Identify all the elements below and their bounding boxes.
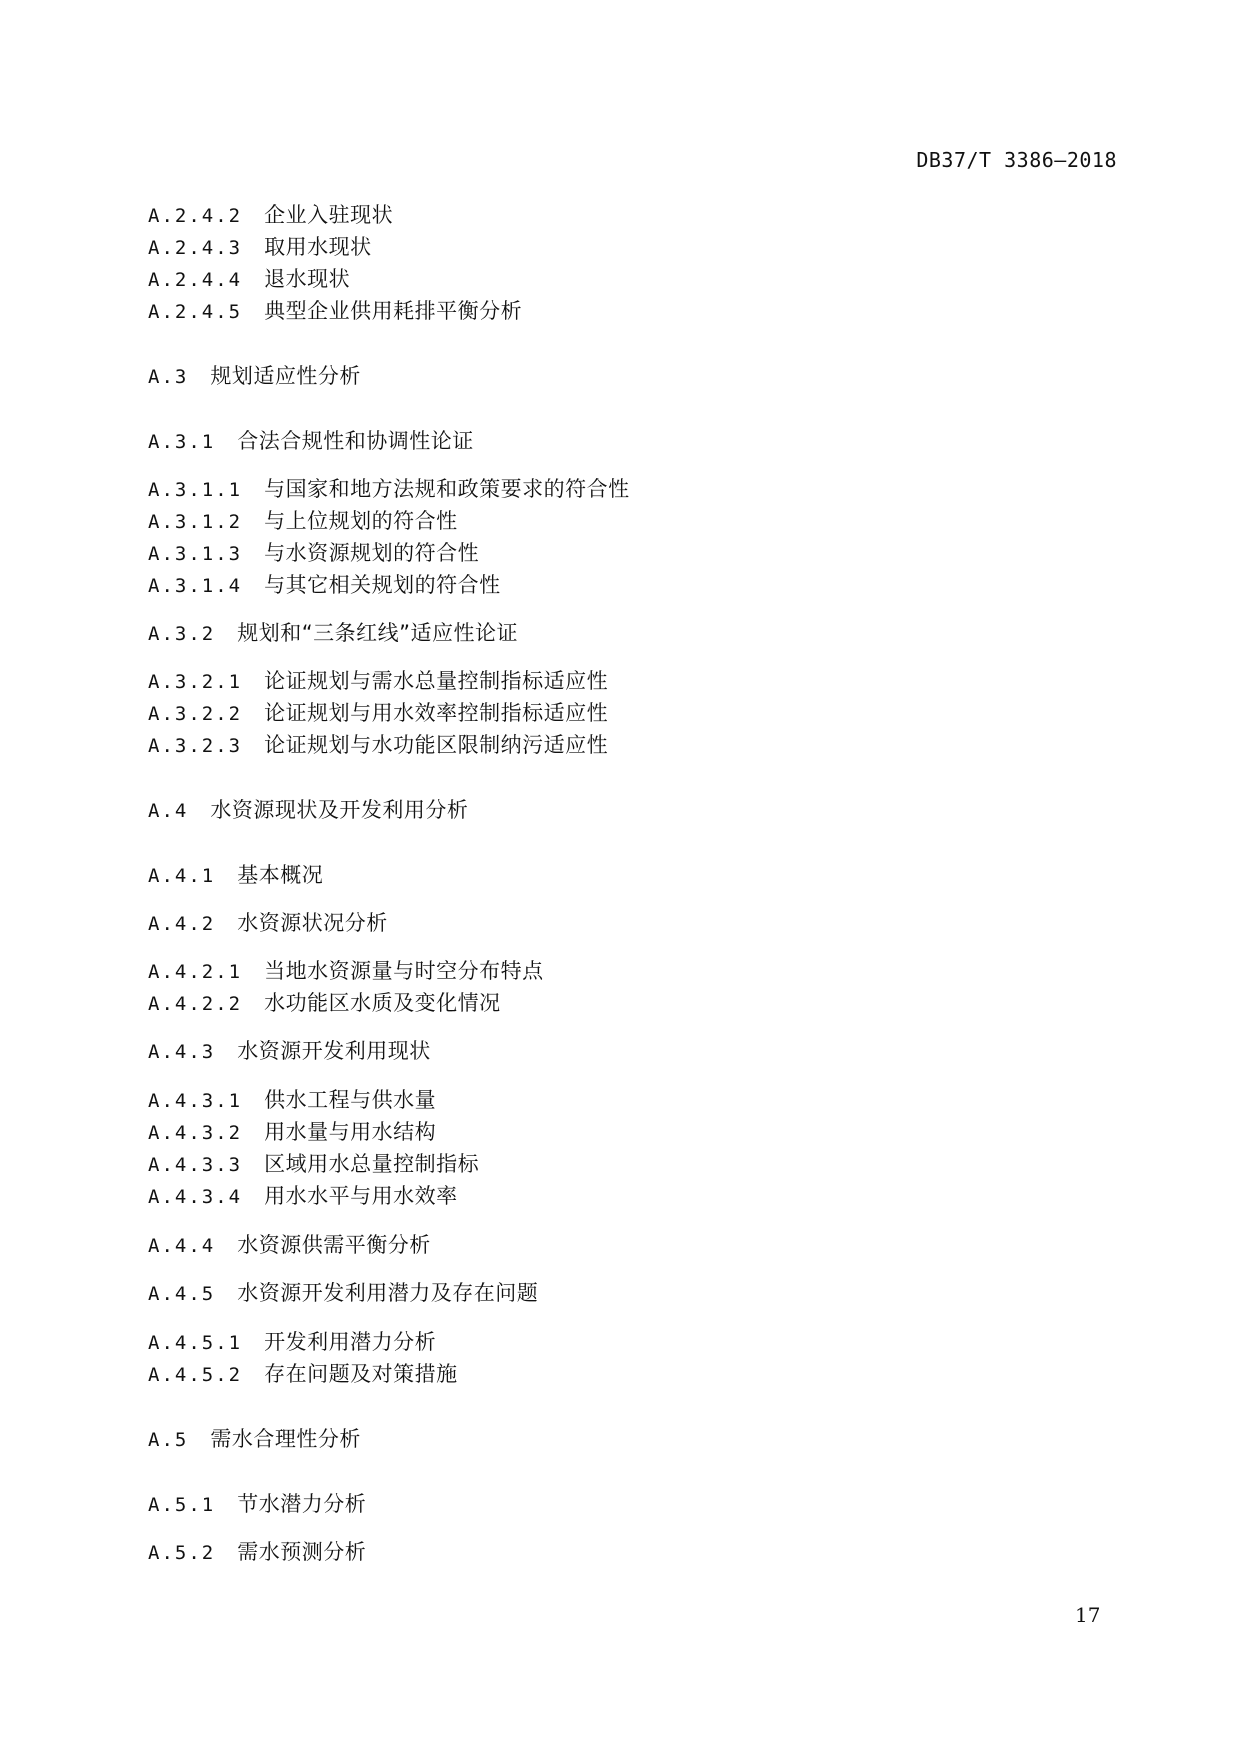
section-number: A.4.5 xyxy=(148,1283,216,1305)
section-number: A.4.5.2 xyxy=(148,1364,243,1386)
section-number: A.3.1.3 xyxy=(148,543,243,565)
section-number: A.4.3.1 xyxy=(148,1090,243,1112)
toc-entry xyxy=(148,1426,361,1453)
toc-entry xyxy=(148,1038,431,1065)
toc-entry xyxy=(148,1087,436,1114)
section-number: A.4.3.2 xyxy=(148,1122,243,1144)
section-number: A.4.4 xyxy=(148,1235,216,1257)
toc-entry xyxy=(148,1539,366,1566)
toc-entry xyxy=(148,1361,458,1388)
section-title: 用水量与用水结构 xyxy=(264,1120,437,1144)
section-number: A.3.1.4 xyxy=(148,575,243,597)
section-title: 规划适应性分析 xyxy=(210,364,361,388)
toc-entry xyxy=(148,958,544,985)
section-title: 需水合理性分析 xyxy=(210,1427,361,1451)
section-number: A.4.3.4 xyxy=(148,1186,243,1208)
toc-entry xyxy=(148,476,630,503)
section-number: A.2.4.4 xyxy=(148,269,243,291)
section-title: 与其它相关规划的符合性 xyxy=(264,573,501,597)
section-number: A.5 xyxy=(148,1429,189,1451)
toc-entry xyxy=(148,797,468,824)
toc-entry xyxy=(148,266,350,293)
section-number: A.3.1.2 xyxy=(148,511,243,533)
section-title: 当地水资源量与时空分布特点 xyxy=(264,959,544,983)
toc-entry xyxy=(148,1151,479,1178)
toc-entry xyxy=(148,572,501,599)
section-title: 基本概况 xyxy=(237,863,324,887)
section-number: A.3.1 xyxy=(148,431,216,453)
toc-entry xyxy=(148,862,323,889)
section-title: 供水工程与供水量 xyxy=(264,1088,437,1112)
section-title: 与国家和地方法规和政策要求的符合性 xyxy=(264,477,630,501)
section-title: 与上位规划的符合性 xyxy=(264,509,458,533)
section-number: A.3.2 xyxy=(148,623,216,645)
section-number: A.4.2.2 xyxy=(148,993,243,1015)
section-number: A.3.1.1 xyxy=(148,479,243,501)
section-title: 存在问题及对策措施 xyxy=(264,1362,458,1386)
section-number: A.4.3 xyxy=(148,1041,216,1063)
section-title: 用水水平与用水效率 xyxy=(264,1184,458,1208)
toc-entry xyxy=(148,990,501,1017)
section-title: 论证规划与用水效率控制指标适应性 xyxy=(264,701,609,725)
section-number: A.3 xyxy=(148,366,189,388)
section-title: 水资源开发利用潜力及存在问题 xyxy=(237,1281,539,1305)
section-title: 典型企业供用耗排平衡分析 xyxy=(264,299,523,323)
toc-entry xyxy=(148,1280,538,1307)
toc-entry xyxy=(148,428,474,455)
toc-entry xyxy=(148,202,393,229)
section-number: A.3.2.1 xyxy=(148,671,243,693)
section-number: A.2.4.2 xyxy=(148,205,243,227)
page-number: 17 xyxy=(1075,1603,1101,1627)
section-number: A.2.4.3 xyxy=(148,237,243,259)
section-title: 水资源开发利用现状 xyxy=(237,1039,431,1063)
toc-entry xyxy=(148,1183,458,1210)
section-title: 与水资源规划的符合性 xyxy=(264,541,480,565)
section-number: A.5.1 xyxy=(148,1494,216,1516)
section-title: 需水预测分析 xyxy=(237,1540,367,1564)
toc-entry xyxy=(148,620,518,647)
toc-entry xyxy=(148,732,608,759)
toc-entry xyxy=(148,508,458,535)
section-title: 水资源状况分析 xyxy=(237,911,388,935)
section-number: A.4.5.1 xyxy=(148,1332,243,1354)
toc-entry xyxy=(148,700,608,727)
toc-entry xyxy=(148,363,361,390)
section-number: A.4.2 xyxy=(148,913,216,935)
section-title: 论证规划与水功能区限制纳污适应性 xyxy=(264,733,609,757)
section-title: 取用水现状 xyxy=(264,235,372,259)
section-title: 区域用水总量控制指标 xyxy=(264,1152,480,1176)
section-title: 企业入驻现状 xyxy=(264,203,394,227)
section-number: A.4.1 xyxy=(148,865,216,887)
section-title: 水资源供需平衡分析 xyxy=(237,1233,431,1257)
section-number: A.2.4.5 xyxy=(148,301,243,323)
document-code: DB37/T 3386—2018 xyxy=(916,148,1117,172)
section-number: A.3.2.2 xyxy=(148,703,243,725)
section-number: A.4 xyxy=(148,800,189,822)
section-title: 开发利用潜力分析 xyxy=(264,1330,437,1354)
section-title: 节水潜力分析 xyxy=(237,1492,367,1516)
section-number: A.4.3.3 xyxy=(148,1154,243,1176)
section-title: 水功能区水质及变化情况 xyxy=(264,991,501,1015)
toc-entry xyxy=(148,234,372,261)
section-title: 退水现状 xyxy=(264,267,351,291)
toc-entry xyxy=(148,1329,436,1356)
toc-entry xyxy=(148,298,522,325)
toc-entry xyxy=(148,1119,436,1146)
section-title: 合法合规性和协调性论证 xyxy=(237,429,474,453)
section-title: 论证规划与需水总量控制指标适应性 xyxy=(264,669,609,693)
toc-entry xyxy=(148,1232,431,1259)
section-number: A.4.2.1 xyxy=(148,961,243,983)
section-title: 水资源现状及开发利用分析 xyxy=(210,798,469,822)
toc-entry xyxy=(148,1491,366,1518)
section-number: A.3.2.3 xyxy=(148,735,243,757)
toc-entry xyxy=(148,668,608,695)
toc-entry xyxy=(148,540,479,567)
section-title: 规划和“三条红线”适应性论证 xyxy=(237,621,518,645)
section-number: A.5.2 xyxy=(148,1542,216,1564)
toc-entry xyxy=(148,910,388,937)
